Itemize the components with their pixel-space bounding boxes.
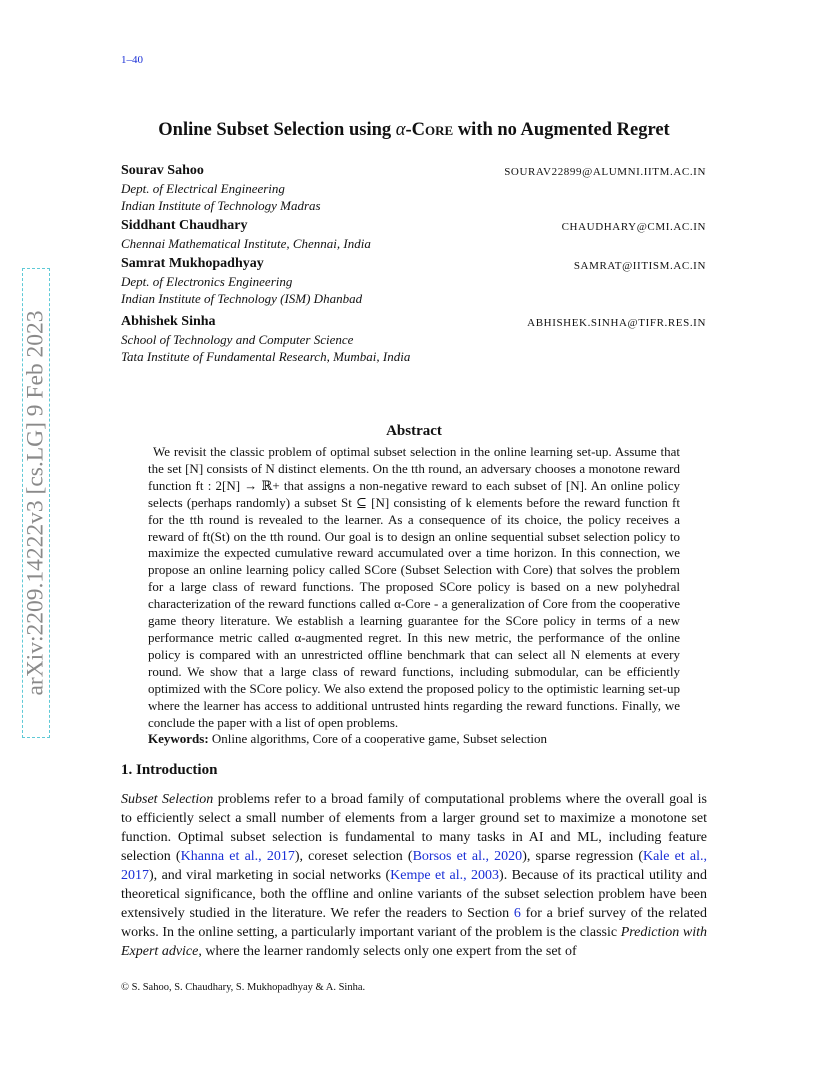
intro-text: problems refer to a broad family of computational problems where the overall goal is to efficiently select a small number of elements from a larger ground set to maximize a monotone set function. Optimal subset selection is fundamental to many tasks in AI and ML, including feature selection (	[121, 792, 707, 864]
title-dash: -	[405, 120, 412, 140]
title-suffix: with no Augmented Regret	[453, 120, 670, 140]
abstract-body	[148, 444, 680, 748]
abstract-heading: Abstract	[386, 423, 442, 439]
author-email[interactable]: SAMRAT@IITISM.AC.IN	[573, 260, 706, 272]
affiliation-line: Dept. of Electronics Engineering	[121, 274, 293, 289]
author-name: Siddhant Chaudhary	[121, 218, 248, 233]
citation-link[interactable]: Kempe et al., 2003	[390, 868, 500, 883]
intro-paragraph	[121, 790, 707, 961]
copyright-footer: © S. Sahoo, S. Chaudhary, S. Mukhopadhyay & A. Sinha.	[121, 982, 366, 993]
affiliation-line: Tata Institute of Fundamental Research, Mumbai, India	[121, 349, 411, 364]
affiliation-line: Indian Institute of Technology Madras	[121, 198, 321, 213]
keywords-line	[148, 731, 680, 748]
title-prefix: Online Subset Selection using	[158, 120, 396, 140]
author-affiliation	[121, 331, 410, 365]
intro-text: ), and viral marketing in social networks (	[149, 868, 391, 883]
affiliation-line: Indian Institute of Technology (ISM) Dhanbad	[121, 291, 363, 306]
citation-link[interactable]: Borsos et al., 2020	[412, 849, 523, 864]
author-email[interactable]: CHAUDHARY@CMI.AC.IN	[561, 221, 706, 233]
affiliation-line: School of Technology and Computer Science	[121, 332, 354, 347]
author-name: Abhishek Sinha	[121, 314, 216, 329]
affiliation-line: Dept. of Electrical Engineering	[121, 181, 285, 196]
keywords-label: Keywords:	[148, 731, 209, 747]
intro-text: ). Because of its practical utility and theoretical significance, both the offline and online variants of the subset selection problem have been extensively studied in the literature. We refer the readers to Section	[121, 868, 708, 921]
abstract-text: We revisit the classic problem of optimal subset selection in the online learning set-up. Assume that the set [N] consists of N distinct elements. On the tth round, an adversary chooses a monotone reward function ft : 2[N] → ℝ+ that assigns a non-negative reward to each subset of [N]. An online policy selects (perhaps randomly) a subset St ⊆ [N] consisting of k elements before the reward function ft for the tth round is revealed to the learner. As a consequence of its choice, the policy receives a reward of ft(St) on the tth round. Our goal is to design an online sequential subset selection policy to maximize the expected cumulative reward accumulated over a time horizon. In this connection, we propose an online learning policy called SCore (Subset Selection with Core) that solves the problem for a large class of reward functions. The proposed SCore policy is based on a new polyhedral characterization of the reward functions called α-Core - a generalization of Core from the cooperative game theory literature. We establish a learning guarantee for the SCore policy in terms of a new performance metric called α-augmented regret. In this new metric, the performance of the online policy is compared with an unrestricted offline benchmark that can select all N elements at every round. We show that a large class of reward functions, including submodular, can be efficiently optimized with the SCore policy. We also extend the proposed policy to the optimistic learning set-up where the learner has access to additional untrusted hints regarding the reward functions. Finally, we conclude the paper with a list of open problems.	[148, 444, 680, 730]
intro-text: ), sparse regression (	[522, 849, 644, 864]
intro-text: ), coreset selection (	[294, 849, 413, 864]
affiliation-line: Chennai Mathematical Institute, Chennai, India	[121, 236, 371, 251]
title-alpha: α	[395, 120, 406, 140]
page-number: 1–40	[121, 54, 143, 66]
paper-title	[0, 120, 828, 141]
citation-link[interactable]: Khanna et al., 2017	[180, 849, 295, 864]
author-affiliation	[121, 235, 371, 252]
lead-term: Subset Selection	[121, 792, 214, 807]
section-link[interactable]: 6	[513, 906, 521, 921]
intro-text: , where the learner randomly selects only one expert from the set of	[198, 944, 577, 959]
title-core: Core	[411, 120, 454, 140]
keywords-text: Online algorithms, Core of a cooperative game, Subset selection	[211, 731, 547, 747]
arxiv-stamp	[22, 268, 50, 738]
author-name: Sourav Sahoo	[121, 163, 204, 178]
intro-text: for a brief survey of the related works. In the online setting, a particularly important variant of the problem is the classic	[121, 906, 707, 940]
arxiv-stamp-text: arXiv:2209.14222v3 [cs.LG] 9 Feb 2023	[22, 310, 49, 696]
pwea-term: Prediction with Expert advice	[121, 925, 707, 959]
section-heading: 1. Introduction	[121, 762, 218, 778]
author-name: Samrat Mukhopadhyay	[121, 256, 264, 271]
citation-link[interactable]: Kale et al., 2017	[121, 849, 708, 883]
author-affiliation	[121, 273, 362, 307]
author-email[interactable]: ABHISHEK.SINHA@TIFR.RES.IN	[527, 317, 706, 329]
author-affiliation	[121, 180, 321, 214]
author-email[interactable]: SOURAV22899@ALUMNI.IITM.AC.IN	[504, 166, 706, 178]
